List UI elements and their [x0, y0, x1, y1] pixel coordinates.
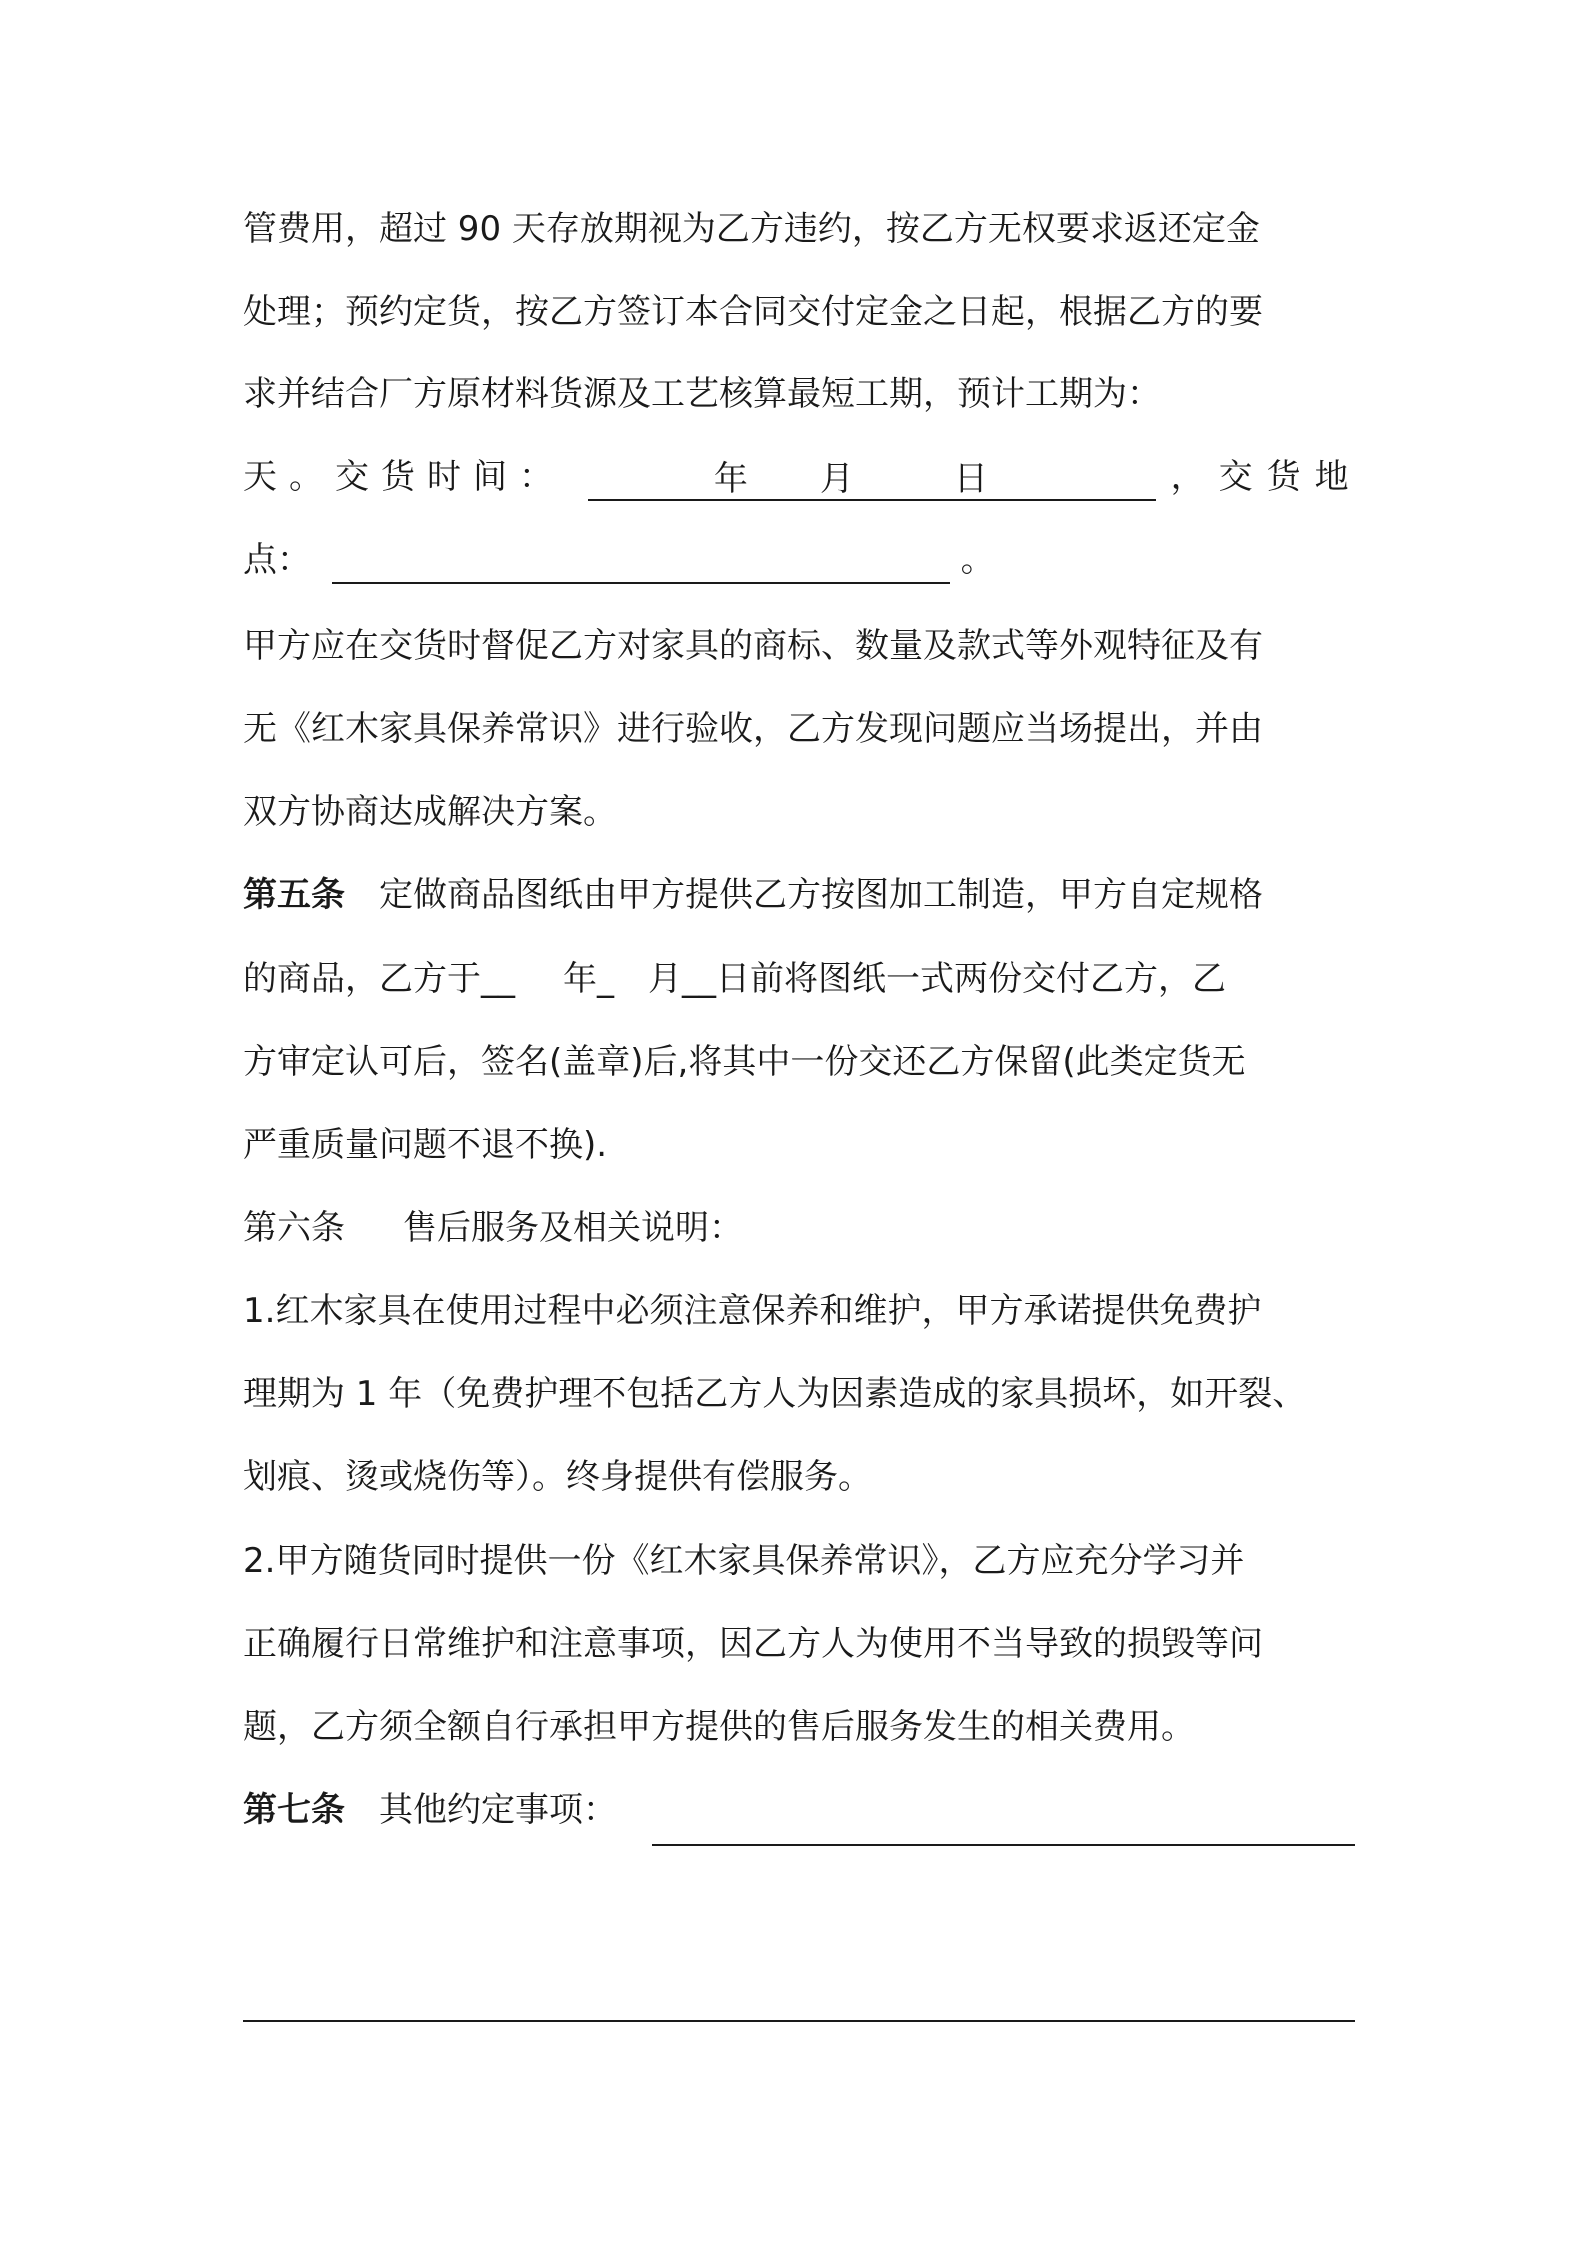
delivery-day-label: 日 [953, 459, 988, 499]
delivery-days-label: 天。交货时间： [243, 457, 565, 497]
p2-line-1: 甲方应在交货时督促乙方对家具的商标、数量及款式等外观特征及有 [243, 626, 1263, 666]
p2-line-3: 双方协商达成解决方案。 [243, 792, 617, 832]
p2-line-2: 无《红木家具保养常识》进行验收，乙方发现问题应当场提出，并由 [243, 709, 1263, 749]
art5-heading: 第五条 [243, 875, 345, 915]
art5-text-1: 定做商品图纸由甲方提供乙方按图加工制造，甲方自定规格 [379, 875, 1263, 915]
art5-line-4: 严重质量问题不退不换). [243, 1125, 608, 1165]
art7-title: 其他约定事项： [379, 1790, 617, 1830]
p1-line-4 [243, 453, 1363, 501]
p1-line-5 [243, 536, 1355, 584]
delivery-date-field[interactable] [588, 455, 1156, 501]
delivery-place-field[interactable] [332, 538, 950, 584]
art5-text-2c: 月__日前将图纸一式两份交付乙方，乙 [648, 959, 1226, 999]
delivery-place-cont: 点： [243, 540, 311, 580]
art6-item1-line-3: 划痕、烫或烧伤等）。终身提供有偿服务。 [243, 1457, 872, 1497]
p1-line-1: 管费用，超过 90 天存放期视为乙方违约，按乙方无权要求返还定金 [243, 209, 1260, 249]
art7-input-line[interactable] [652, 1844, 1355, 1846]
delivery-month-label: 月 [819, 459, 854, 499]
art6-item2-line-2: 正确履行日常维护和注意事项，因乙方人为使用不当导致的损毁等问 [243, 1624, 1263, 1664]
delivery-year-label: 年 [713, 459, 748, 499]
p1-line-2: 处理；预约定货，按乙方签订本合同交付定金之日起，根据乙方的要 [243, 292, 1263, 332]
p1-line-3: 求并结合厂方原材料货源及工艺核算最短工期，预计工期为： [243, 374, 1161, 414]
art6-item1-line-2: 理期为 1 年（免费护理不包括乙方人为因素造成的家具损坏，如开裂、 [243, 1374, 1307, 1414]
art6-heading: 第六条 [243, 1208, 345, 1248]
art5-line-3: 方审定认可后，签名(盖章)后,将其中一份交还乙方保留(此类定货无 [243, 1042, 1246, 1082]
delivery-place-end: 。 [960, 540, 995, 580]
art5-line-1 [243, 871, 1355, 919]
art7-heading: 第七条 [243, 1790, 345, 1830]
art5-line-2 [243, 955, 1355, 1003]
delivery-place-label: ，交货地 [1170, 457, 1363, 497]
art6-line-heading [243, 1204, 1355, 1252]
art6-item2-line-1: 2.甲方随货同时提供一份《红木家具保养常识》，乙方应充分学习并 [243, 1541, 1245, 1581]
art5-text-2a: 的商品，乙方于__ [243, 959, 515, 999]
art6-title: 售后服务及相关说明： [403, 1208, 743, 1248]
art7-line [243, 1786, 1355, 1834]
art7-input-line-2[interactable] [243, 2020, 1355, 2022]
art5-text-2b: 年_ [563, 959, 614, 999]
art6-item2-line-3: 题，乙方须全额自行承担甲方提供的售后服务发生的相关费用。 [243, 1707, 1195, 1747]
art6-item1-line-1: 1.红木家具在使用过程中必须注意保养和维护，甲方承诺提供免费护 [243, 1291, 1262, 1331]
